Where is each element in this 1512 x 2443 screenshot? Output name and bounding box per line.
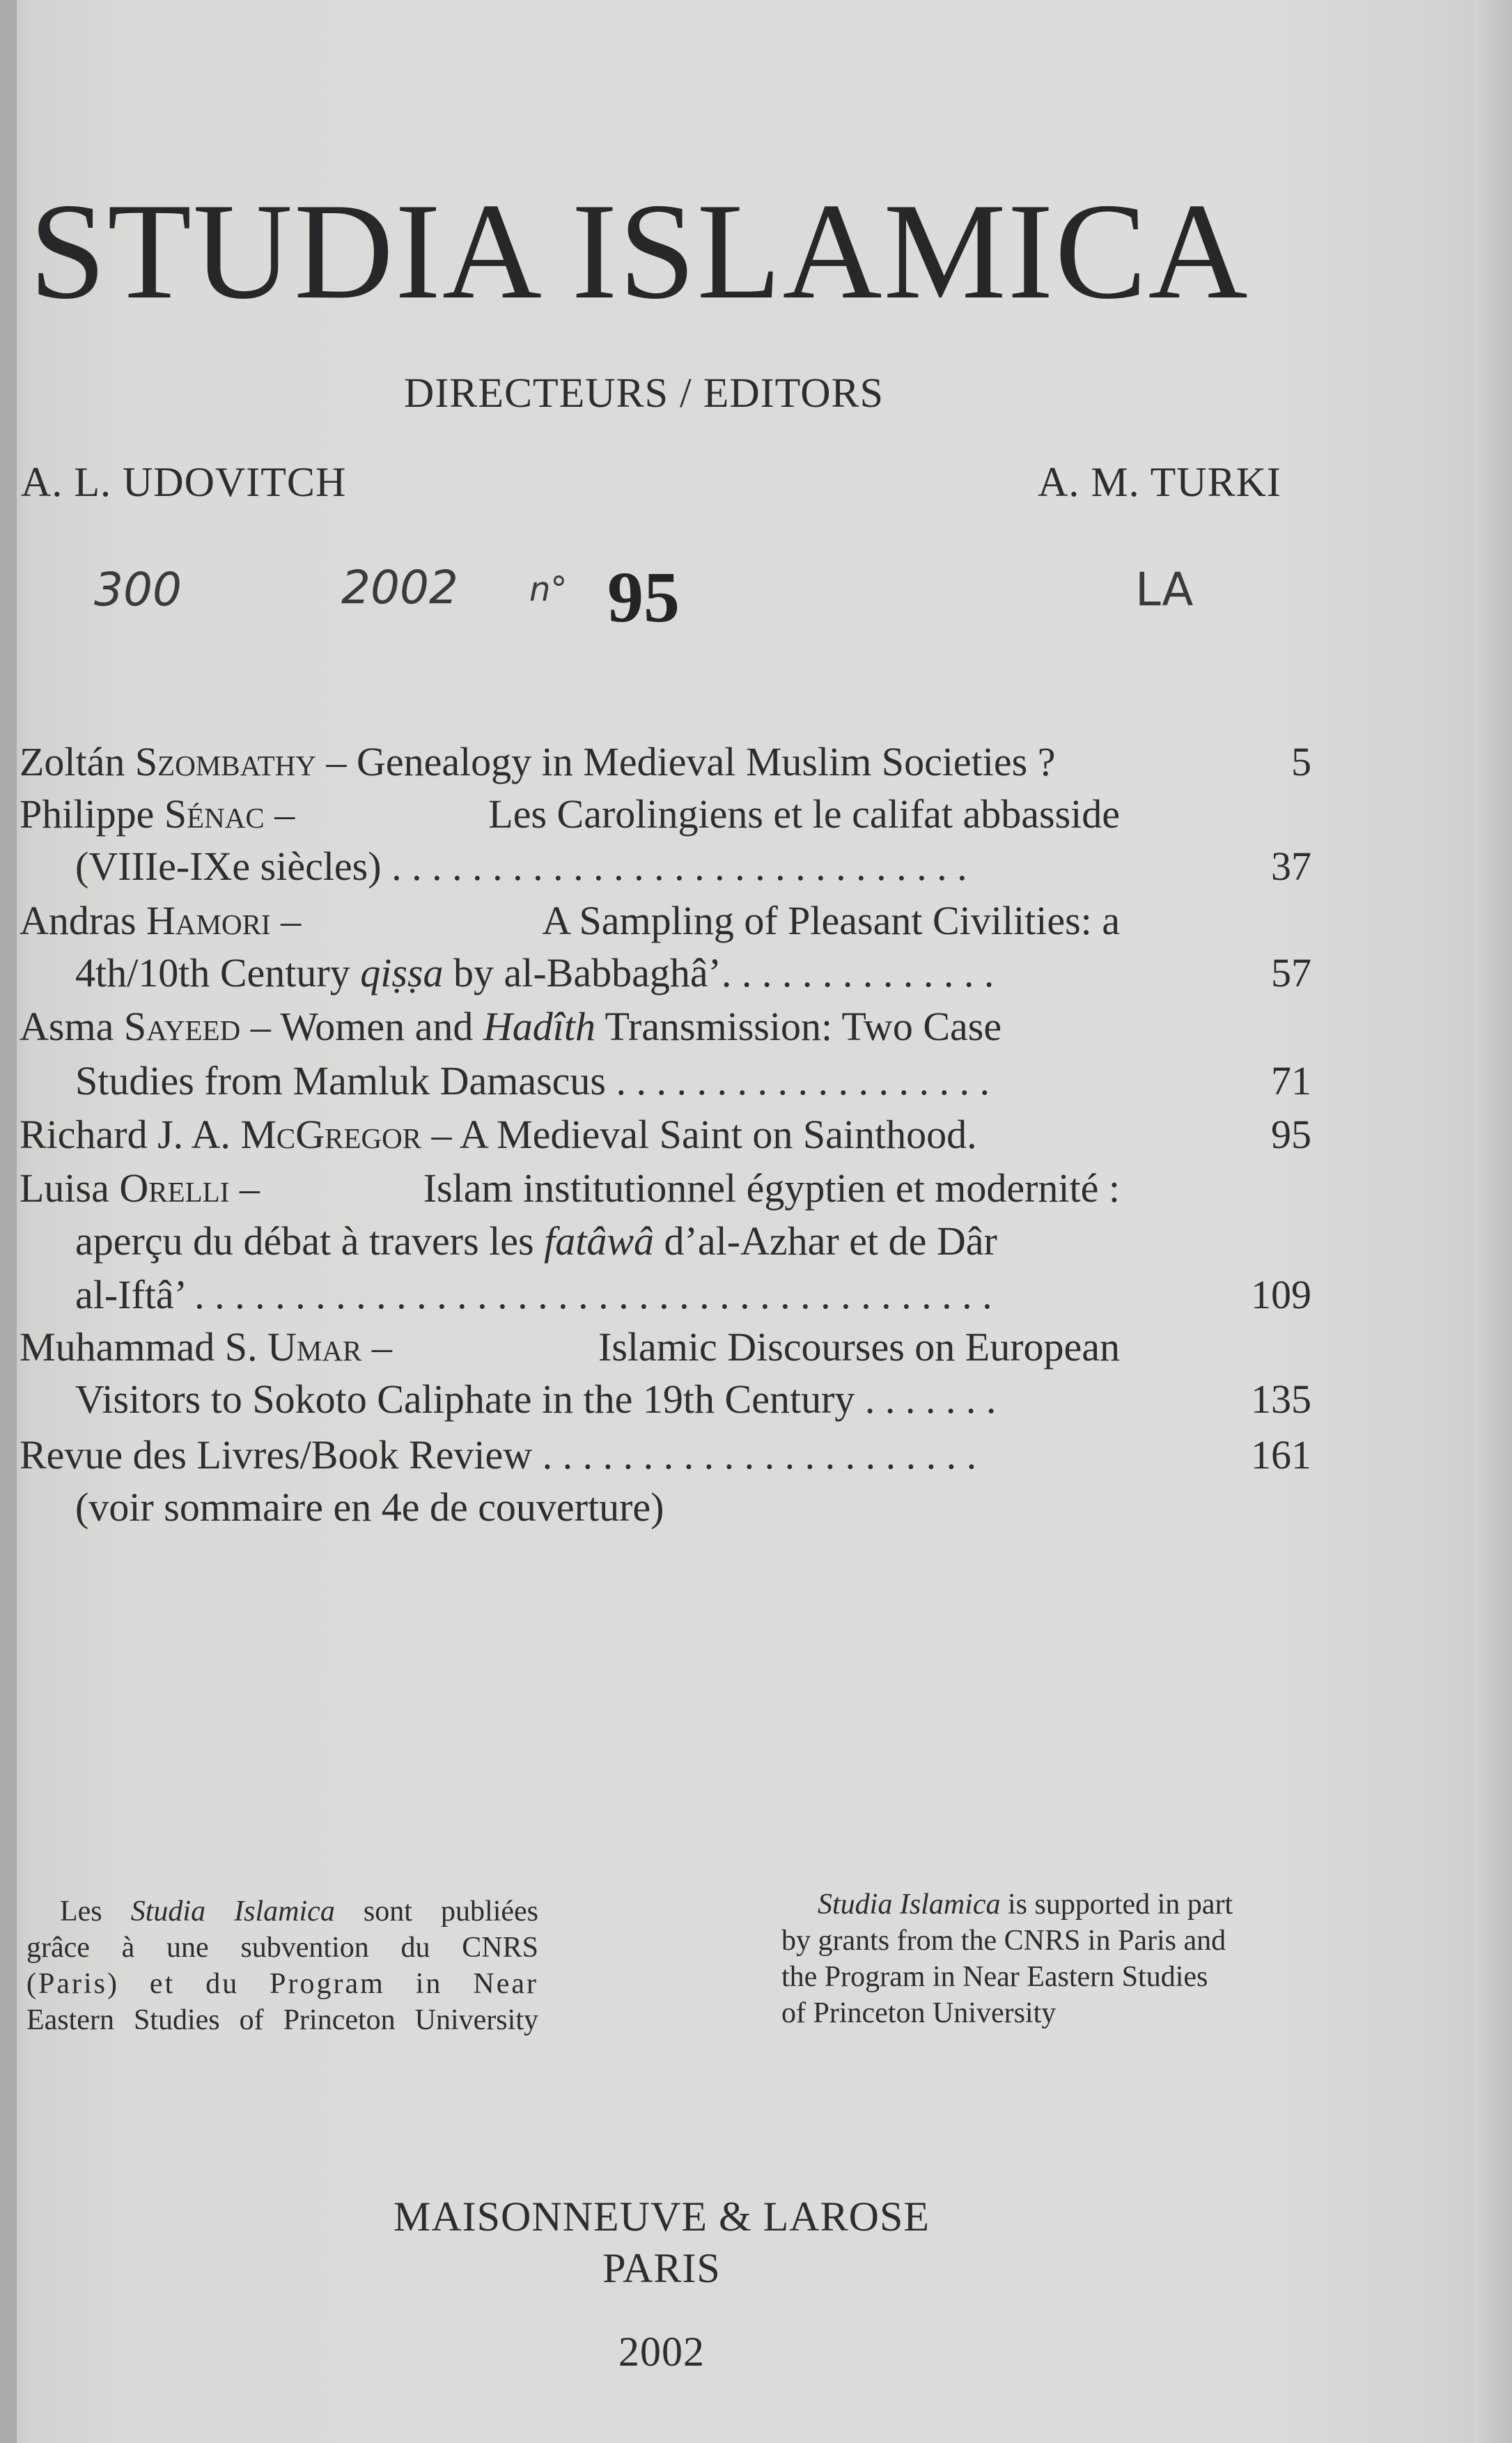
toc-entry (20, 1108, 1468, 1162)
toc-page-number: 135 (1251, 1376, 1311, 1422)
toc-entry-continuation: al-Iftâ’ . . . . . . . . . . . . . . . . . . . . . . . . . . . . . . . . . . . . . . . . 109 (20, 1268, 1468, 1322)
toc-entry (20, 894, 1468, 948)
issue-number: 95 (607, 557, 680, 637)
handwritten-year: 2002 (341, 561, 458, 614)
editors-label: DIRECTEURS / EDITORS (404, 370, 884, 416)
support-note-english (781, 1886, 1293, 2031)
toc-entry-continuation (20, 1214, 1468, 1269)
toc-title-italic: qiṣṣa (360, 950, 444, 995)
toc-author-first: Muhammad S. (20, 1324, 258, 1370)
toc-title-italic: fatâwâ (544, 1218, 655, 1264)
note-text: Eastern Studies of Princeton University (26, 2004, 538, 2036)
toc-title-line2-pre: 4th/10th Century (75, 950, 361, 995)
toc-author-first: Luisa (20, 1165, 109, 1211)
toc-entry-continuation (20, 1480, 1468, 1535)
note-text: (Paris) et du Program in Near (26, 1968, 538, 2000)
toc-separator: – (270, 898, 302, 943)
toc-title-line3: al-Iftâ’ (75, 1272, 185, 1317)
toc-title-line2: Studies from Mamluk Damascus (75, 1058, 606, 1103)
toc-page-number: 109 (1251, 1272, 1311, 1317)
toc-subtitle: (voir sommaire en 4e de couverture) (75, 1484, 664, 1530)
book-spine-shadow (0, 0, 17, 2443)
toc-separator: – (229, 1165, 260, 1211)
toc-author-last: Szombathy (134, 739, 316, 784)
page-edge (1474, 0, 1512, 2443)
toc-author-last: Sénac (164, 791, 265, 837)
toc-entry-continuation: Studies from Mamluk Damascus . . . . . . . . . . . . . . . . . . . 71 (20, 1054, 1468, 1108)
toc-entry-continuation: (VIIIe-IXe siècles) . . . . . . . . . . . . . . . . . . . . . . . . . . . . . 37 (20, 839, 1468, 894)
publication-year: 2002 (618, 2329, 705, 2375)
toc-title-line1-pre: Women and (280, 1004, 483, 1049)
toc-title-line2-post: d’al-Azhar et de Dâr (654, 1218, 997, 1264)
toc-entry (20, 787, 1468, 842)
handwritten-shelf-mark: 300 (94, 563, 182, 616)
note-text: by grants from the CNRS in Paris and (781, 1925, 1226, 1957)
toc-page-number: 37 (1271, 844, 1311, 889)
toc-author-first: Philippe (20, 791, 155, 837)
toc-entry (20, 1320, 1468, 1374)
handwritten-number-abbr: n° (529, 570, 568, 609)
journal-title: STUDIA ISLAMICA (29, 175, 1249, 327)
toc-separator: – (240, 1004, 281, 1049)
toc-title: Revue des Livres/Book Review (20, 1432, 533, 1478)
note-journal-name: Studia Islamica (130, 1895, 335, 1928)
handwritten-initials: LA (1135, 563, 1194, 616)
toc-author-last: Orelli (119, 1165, 230, 1211)
toc-title-line1: Islam institutionnel égyptien et modernité : (423, 1165, 1120, 1211)
toc-entry (20, 735, 1468, 789)
toc-title-line1: Les Carolingiens et le califat abbasside (488, 791, 1120, 837)
toc-entry (20, 1000, 1468, 1054)
toc-title: A Medieval Saint on Sainthood. (459, 1112, 977, 1157)
note-text: grâce à une subvention du CNRS (26, 1932, 538, 1964)
toc-separator: – (315, 739, 357, 784)
toc-title-line1: A Sampling of Pleasant Civilities: a (542, 898, 1120, 943)
toc-title-italic: Hadîth (483, 1004, 596, 1049)
toc-title-line2: Visitors to Sokoto Caliphate in the 19th Century (75, 1376, 855, 1422)
publisher-city: PARIS (602, 2245, 721, 2291)
note-text: is supported in part (1000, 1889, 1233, 1921)
toc-title-line2: (VIIIe-IXe siècles) (75, 844, 382, 889)
toc-title-line1-post: Transmission: Two Case (595, 1004, 1002, 1049)
toc-title: Genealogy in Medieval Muslim Societies ? (356, 739, 1056, 784)
toc-author-last: Umar (267, 1324, 362, 1370)
toc-title-line2-post: by al-Babbaghâ’ (443, 950, 722, 995)
toc-title-line1: Islamic Discourses on European (598, 1324, 1120, 1370)
toc-author-last: Sayeed (123, 1004, 241, 1049)
editor-turki: A. M. TURKI (1038, 459, 1281, 505)
toc-page-number: 71 (1271, 1058, 1311, 1103)
toc-page-number: 57 (1271, 950, 1311, 995)
toc-author-first: Andras (20, 898, 137, 943)
toc-entry (20, 1161, 1468, 1216)
support-note-french (26, 1893, 538, 2038)
note-text: sont publiées (334, 1895, 538, 1928)
toc-entry: Revue des Livres/Book Review . . . . . . . . . . . . . . . . . . . . . . 161 (20, 1428, 1468, 1482)
toc-page-number: 5 (1291, 739, 1311, 784)
toc-author-last: McGregor (240, 1112, 422, 1157)
toc-separator: – (264, 791, 295, 837)
toc-entry-continuation: 4th/10th Century qiṣṣa by al-Babbaghâ’. . . . . . . . . . . . . . 57 (20, 946, 1468, 1000)
note-text: Les (60, 1895, 131, 1928)
note-text: of Princeton University (781, 1997, 1057, 2029)
publisher-name: MAISONNEUVE & LAROSE (393, 2194, 930, 2240)
toc-separator: – (421, 1112, 460, 1157)
toc-author-last: Hamori (146, 898, 271, 943)
note-journal-name: Studia Islamica (818, 1889, 1001, 1921)
toc-page-number: 161 (1251, 1432, 1311, 1478)
toc-page-number: 95 (1271, 1112, 1311, 1157)
toc-author-first: Richard J. A. (20, 1112, 231, 1157)
toc-author-first: Asma (20, 1004, 114, 1049)
editor-udovitch: A. L. UDOVITCH (21, 459, 347, 505)
toc-separator: – (361, 1324, 392, 1370)
toc-title-line2-pre: aperçu du débat à travers les (75, 1218, 545, 1264)
toc-author-first: Zoltán (20, 739, 125, 784)
note-text: the Program in Near Eastern Studies (781, 1961, 1208, 1993)
toc-entry-continuation: Visitors to Sokoto Caliphate in the 19th Century . . . . . . . 135 (20, 1372, 1468, 1427)
